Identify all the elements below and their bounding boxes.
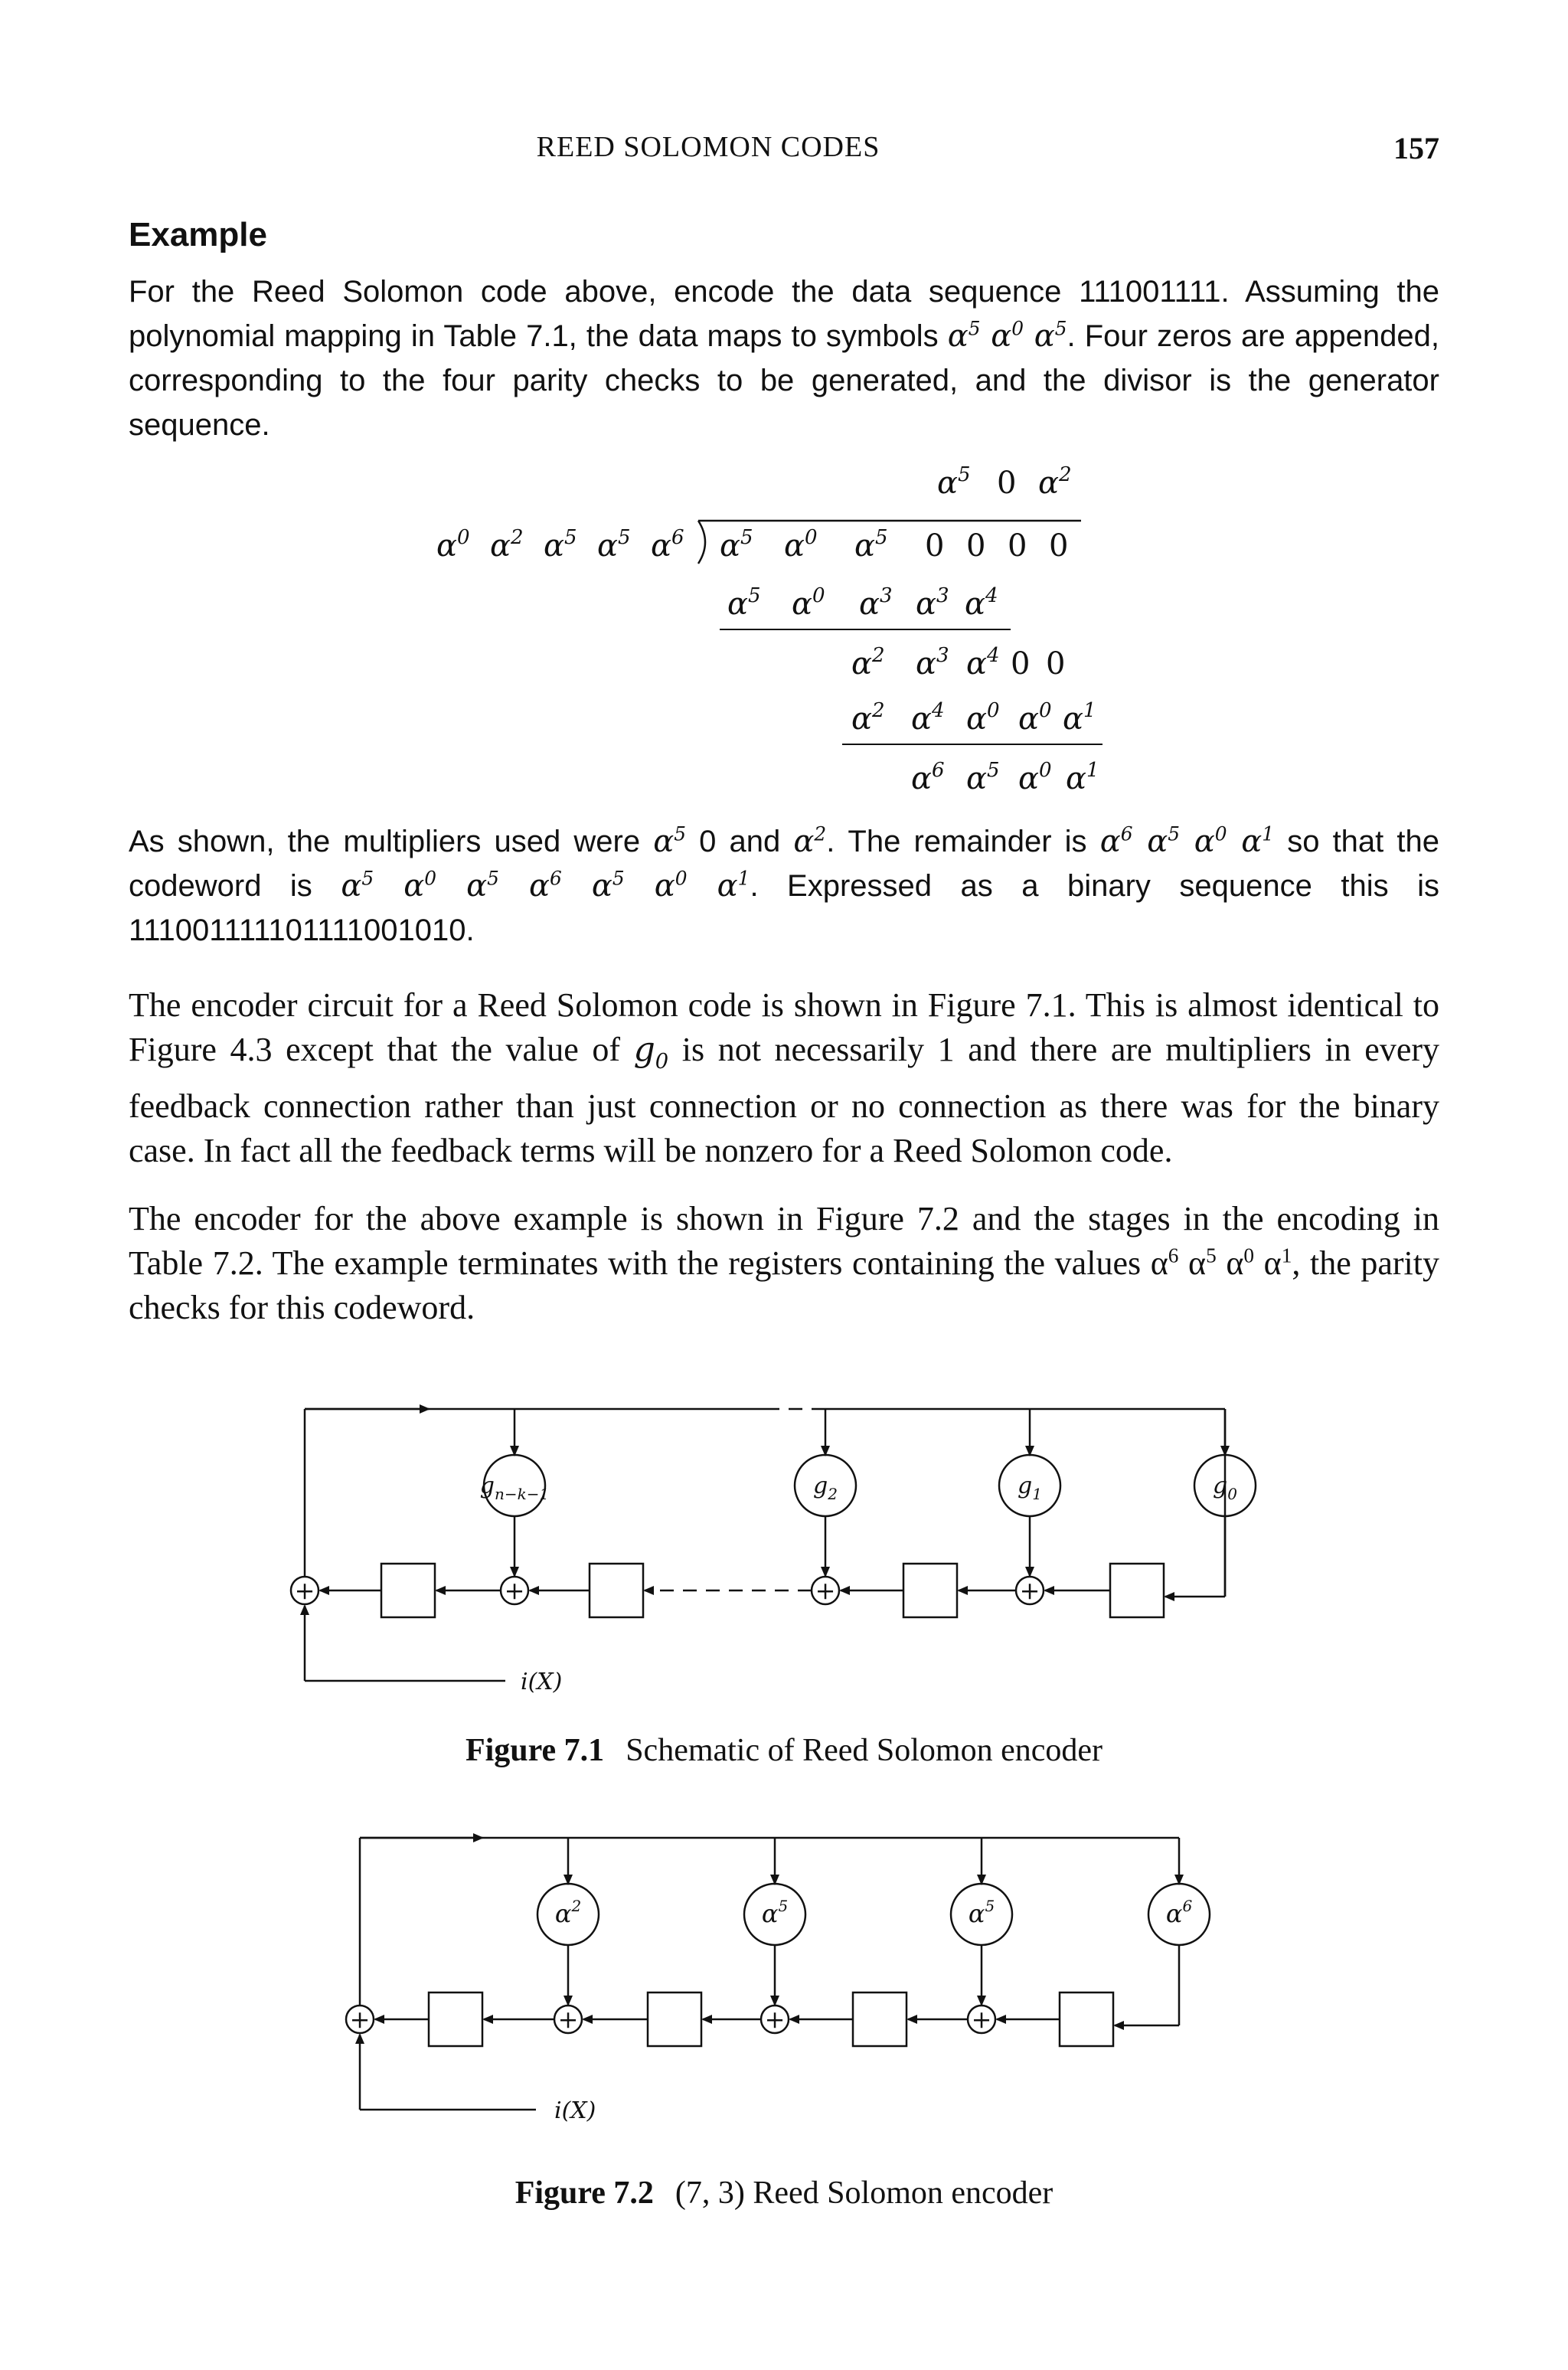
svg-text:α3: $\alpha^3$ [916,584,949,622]
example-p2-text-c: . The remainder is [826,825,1100,858]
division-dividend-term: $\alpha^0$ [784,526,818,564]
example-heading: Example [129,216,267,253]
shift-register [1060,1992,1113,2046]
adder-plus: + [971,2005,992,2034]
multiplier-label: $g_{n-k-1}$ [479,1473,550,1503]
multiplier-label: $\alpha^5$ [968,1897,995,1928]
division-row-3 [851,699,1096,737]
example-p2-text-e: . Expressed as a binary sequence this is 111001111101111001010. [129,869,1440,947]
svg-text:α2: $\alpha^2$ [851,699,885,737]
running-head: REED SOLOMON CODES [536,131,880,163]
division-divisor [436,526,684,564]
page-number: 157 [1393,131,1439,165]
figure-7-1-caption [0,1732,1568,1769]
remainder-math: $\alpha^6$ $\alpha^5$ $\alpha^0$ $\alpha^1$ [1099,822,1275,859]
body-p1-text-a: The encoder circuit for a Reed Solomon code is shown in Figure 7.1. This is almost identical to Figure 4.3 except that the value of [129,986,1439,1068]
svg-text:α4: $\alpha^4$ [911,699,945,737]
adder-plus: + [1019,1576,1040,1605]
adder-plus: + [504,1576,525,1605]
svg-text:α1: $\alpha^1$ [1066,759,1099,796]
division-dividend-term: $\alpha^5$ [854,526,888,564]
shift-register [429,1992,482,2046]
example-p1-text-b: . Four zeros are appended, corresponding to the four parity checks to be generated, and the divisor is the generator sequence. [129,319,1439,442]
shift-register [648,1992,701,2046]
body-p2-text-b: , the parity checks for this codeword. [129,1244,1439,1326]
division-row-1 [727,584,998,622]
division-dividend-term: 0 [966,528,986,564]
division-quotient-term: 0 [997,466,1017,501]
shift-register [853,1992,906,2046]
figure-7-2-number: Figure 7.2 [514,2175,654,2211]
division-divisor-term: $\alpha^6$ [651,526,684,564]
example-paragraph-1 [129,270,1439,447]
division-divisor-term: $\alpha^5$ [597,526,631,564]
multiplier-label: $g_1$ [1018,1473,1042,1503]
figure-7-1-text: Schematic of Reed Solomon encoder [626,1733,1103,1768]
svg-text:α4: $\alpha^4$ [966,644,1000,682]
svg-text:α0: $\alpha^0$ [1018,759,1052,796]
svg-text:α0: $\alpha^0$ [792,584,825,622]
division-dividend-term: 0 [1049,528,1069,564]
division-divisor-term: $\alpha^5$ [544,526,577,564]
svg-text:α2: $\alpha^2$ [851,644,885,682]
division-row-2 [851,644,1065,682]
figure-7-2-text: (7, 3) Reed Solomon encoder [675,2175,1054,2211]
adder-plus: + [557,2005,579,2034]
multiplier-label: $g_2$ [813,1473,838,1503]
division-quotient-term: $\alpha^5$ [937,463,971,501]
example-p1-text-a: For the Reed Solomon code above, encode the data sequence 111001111. Assuming the polynomial mapping in Table 7.1, the data maps to symbols [129,275,1439,353]
division-remainder [911,759,1099,796]
input-label: i(X) [521,1669,563,1695]
division-dividend-term: 0 [925,528,945,564]
multiplier-label: $\alpha^2$ [554,1897,582,1928]
adder-plus: + [349,2005,371,2034]
figure-7-1-diagram [0,1394,1568,1715]
shift-register [381,1564,435,1617]
division-divisor-term: $\alpha^2$ [490,526,524,564]
adder-plus: + [294,1576,315,1605]
division-quotient [937,463,1072,501]
example-p2-text-a: As shown, the multipliers used were [129,825,654,858]
shift-register [590,1564,643,1617]
figure-7-1-number: Figure 7.1 [465,1733,605,1768]
svg-text:α5: $\alpha^5$ [727,584,761,622]
shift-register [903,1564,957,1617]
body-paragraph-1 [129,983,1439,1173]
body-p2-text-a: The encoder for the above example is shown in Figure 7.2 and the stages in the encoding in Table 7.2. The example terminates with the registers containing the values [129,1200,1439,1282]
svg-text:α0: $\alpha^0$ [966,699,1000,737]
example-paragraph-2 [129,819,1439,953]
svg-text:0: 0 [1046,646,1066,682]
adder-plus: + [764,2005,786,2034]
figure-7-2-caption [0,2175,1568,2211]
svg-text:α6: $\alpha^6$ [911,759,945,796]
symbols-math: $\alpha^5$ $\alpha^0$ $\alpha^5$ [947,317,1067,354]
division-quotient-term: $\alpha^2$ [1038,463,1072,501]
division-dividend-term: $\alpha^5$ [720,526,753,564]
example-p2-text-b: 0 and [686,825,794,858]
adder-plus: + [815,1576,836,1605]
codeword-math: $\alpha^5$ $\alpha^0$ $\alpha^5$ $\alpha^6$ $\alpha^5$ $\alpha^0$ $\alpha^1$ [341,867,750,904]
svg-text:α4: $\alpha^4$ [965,584,998,622]
multiplier-label: $\alpha^5$ [761,1897,789,1928]
long-division [0,452,1568,796]
input-label: i(X) [554,2097,596,2124]
division-dividend-term: 0 [1008,528,1027,564]
example-p2-text-d: so that the codeword is [129,825,1440,903]
division-divisor-term: $\alpha^0$ [436,526,470,564]
multiplier-label: $g_0$ [1213,1473,1237,1503]
body-paragraph-2 [129,1197,1439,1330]
g0-math: $g_0$ [633,1030,669,1074]
svg-text:α3: $\alpha^3$ [916,644,949,682]
multiplier-math: $\alpha^2$ [793,822,827,859]
body-p1-text-b: is not necessarily 1 and there are multipliers in every feedback connection rather than just connection or no connection as there was for the binary case. In fact all the feedback terms will be nonzero for a Reed Solomon code. [129,1031,1439,1169]
svg-text:α5: $\alpha^5$ [966,759,1000,796]
svg-text:α1: $\alpha^1$ [1063,699,1096,737]
svg-text:α0: $\alpha^0$ [1018,699,1052,737]
register-values-math: $\alpha^6$ $\alpha^5$ $\alpha^0$ $\alpha^1$ [1150,1244,1292,1282]
division-dividend [720,526,1068,564]
figure-7-2-diagram [0,1822,1568,2144]
multiplier-label: $\alpha^6$ [1165,1897,1193,1928]
svg-text:α3: $\alpha^3$ [859,584,893,622]
multiplier-math: $\alpha^5$ [653,822,687,859]
shift-register [1110,1564,1164,1617]
svg-text:0: 0 [1011,646,1031,682]
